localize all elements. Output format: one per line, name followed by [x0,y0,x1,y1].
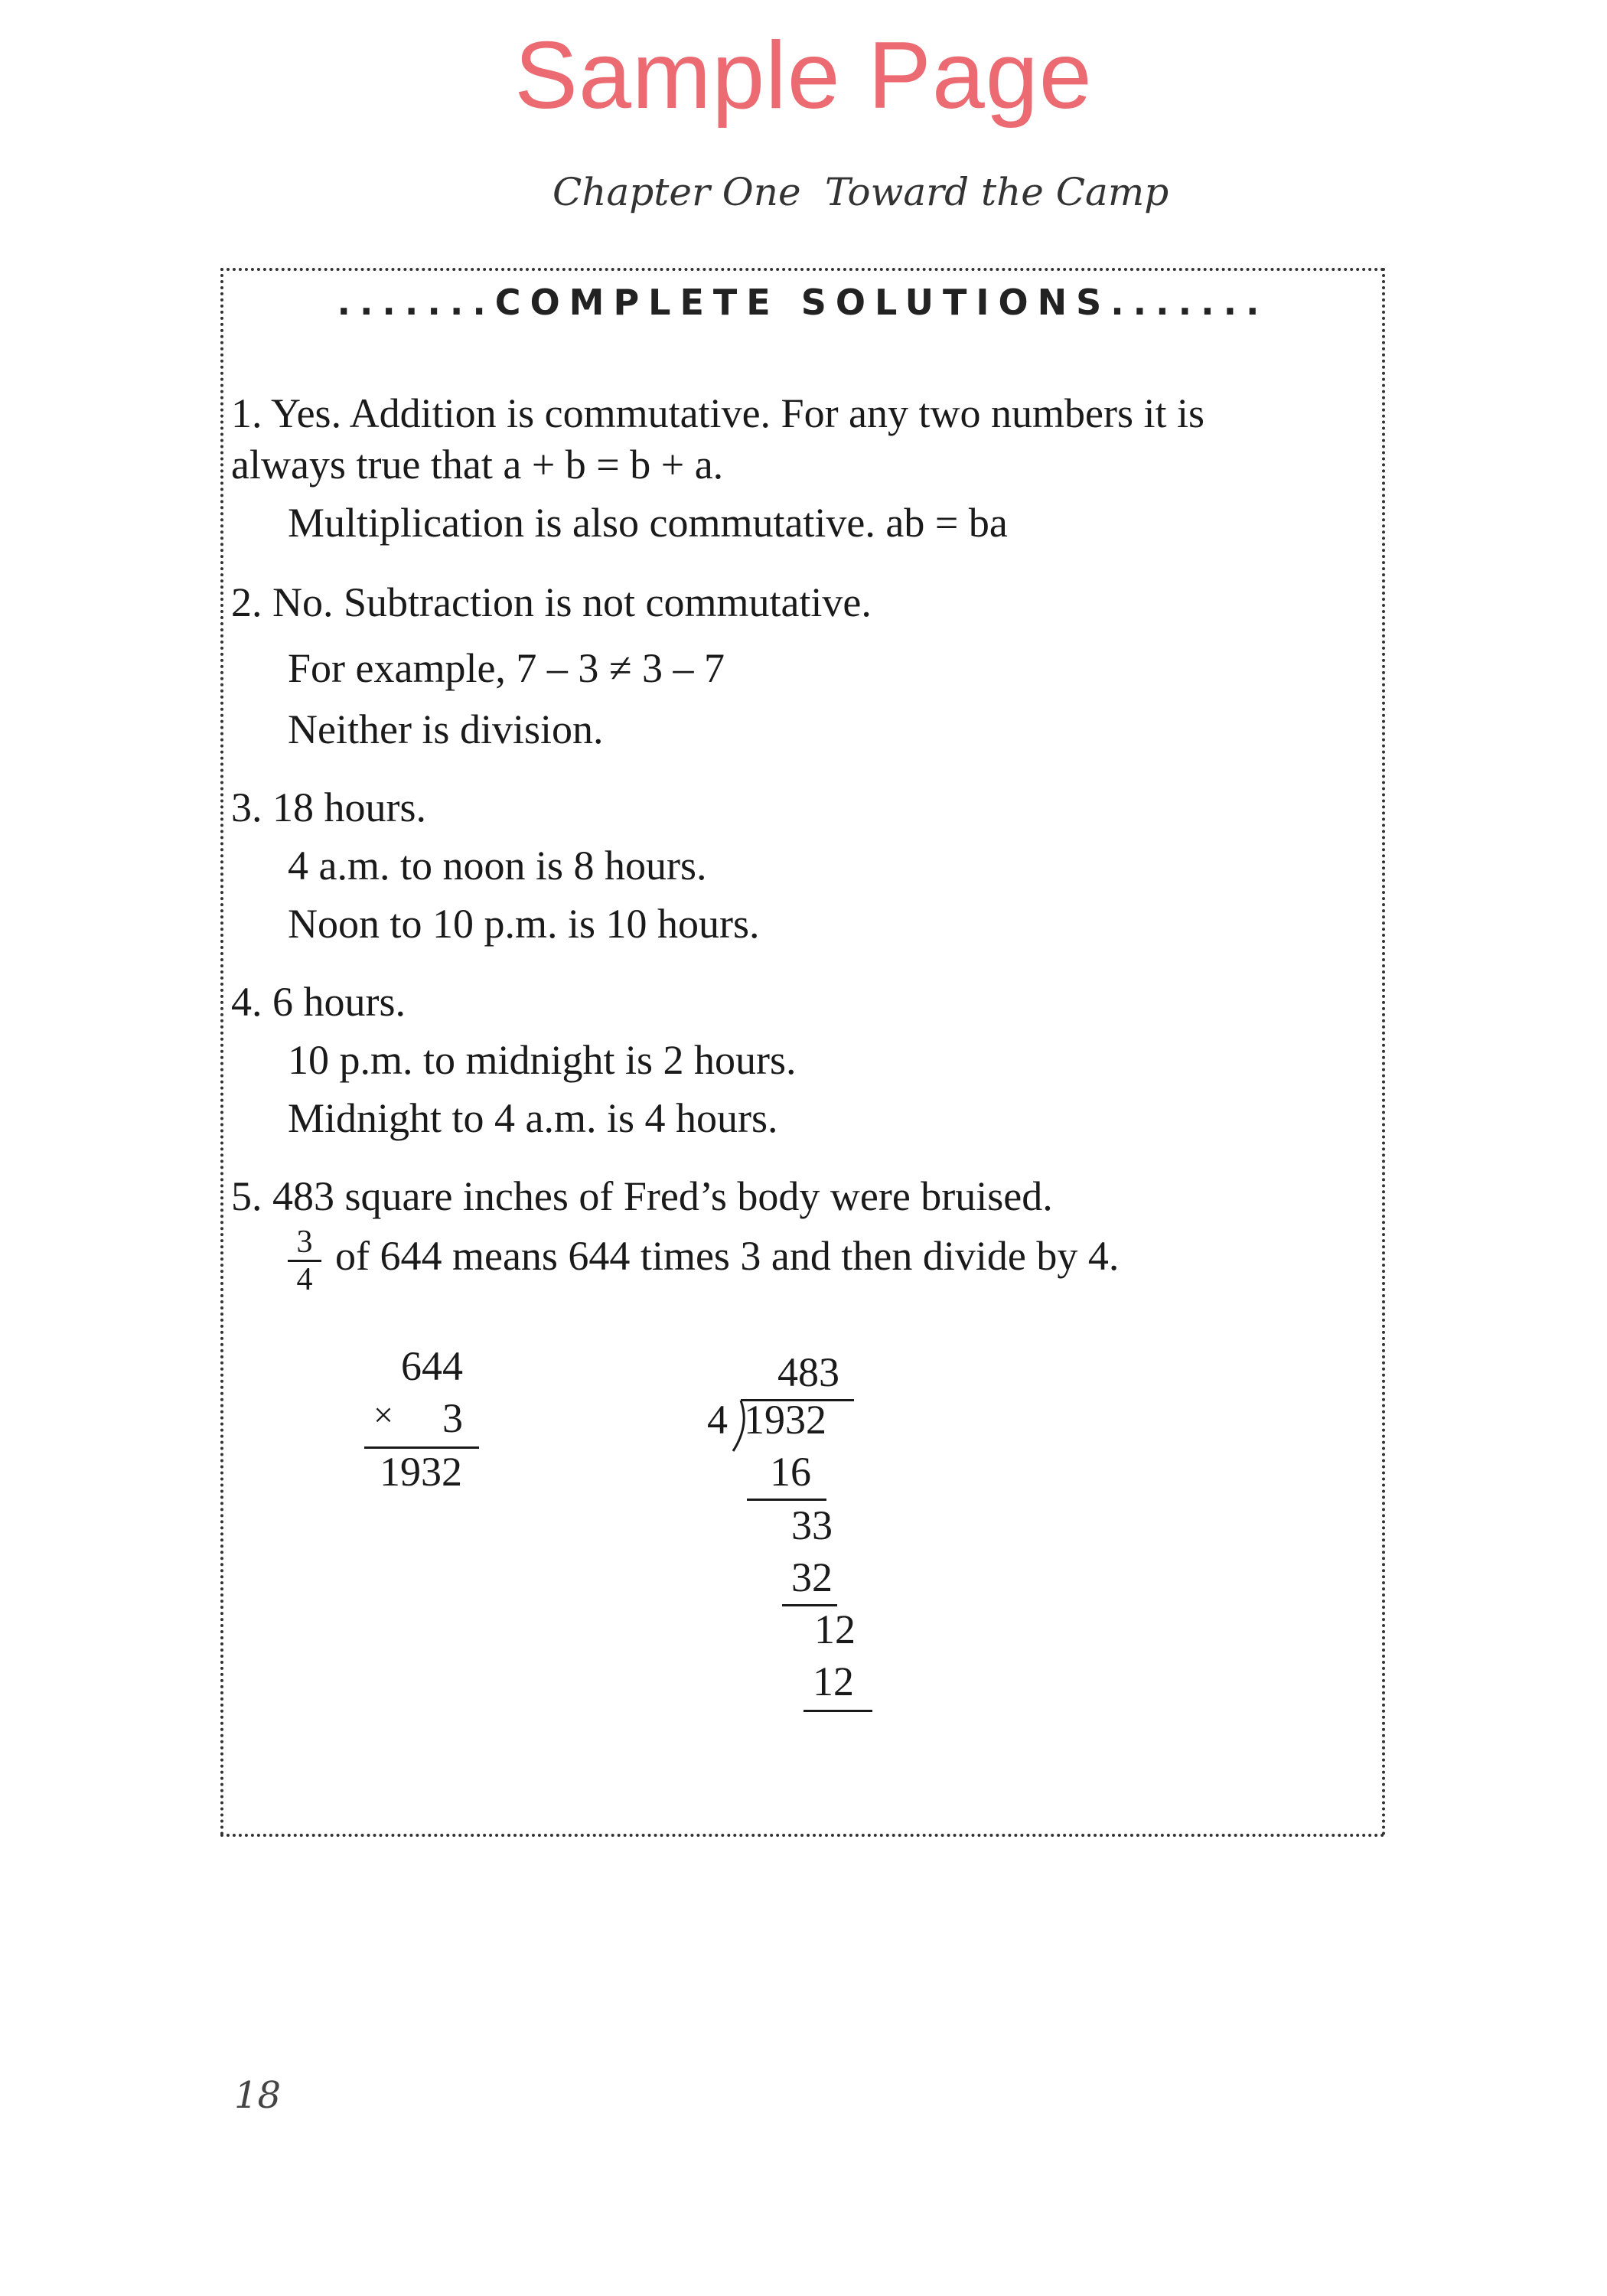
div-step-2: 33 [791,1502,833,1548]
solution-4-line-1: 4. 6 hours. [231,979,406,1025]
div-step-4: 12 [814,1606,856,1652]
solutions-box [220,268,1385,1837]
fraction-numerator: 3 [288,1225,321,1262]
solution-5-line-1: 5. 483 square inches of Fred’s body were bruised. [231,1173,1053,1219]
solution-1-line-3: Multiplication is also commutative. ab = ba [288,500,1008,546]
solution-3-line-1: 3. 18 hours. [231,784,426,830]
fraction-three-quarters [288,1225,321,1297]
watermark-sample-page: Sample Page [514,23,1093,129]
div-rule-3 [804,1710,872,1712]
solution-4-line-2: 10 p.m. to midnight is 2 hours. [288,1037,797,1083]
div-step-3: 32 [791,1554,833,1600]
fraction-denominator: 4 [296,1262,313,1297]
solution-1-line-2: always true that a + b = b + a. [231,442,724,488]
div-dividend: 1932 [744,1397,826,1443]
solution-2-line-1: 2. No. Subtraction is not commutative. [231,579,872,625]
div-step-1: 16 [770,1449,811,1495]
solution-3-line-2: 4 a.m. to noon is 8 hours. [288,843,707,889]
chapter-title: Toward the Camp [825,170,1169,214]
page-number: 18 [234,2074,282,2117]
solution-4-line-3: Midnight to 4 a.m. is 4 hours. [288,1095,778,1141]
solution-2-line-2: For example, 7 – 3 ≠ 3 – 7 [288,645,725,691]
solution-3-line-3: Noon to 10 p.m. is 10 hours. [288,901,760,947]
mult-operator: × [373,1395,393,1434]
mult-result: 1932 [380,1449,462,1495]
mult-top: 644 [401,1343,463,1389]
solutions-heading: .......COMPLETE SOLUTIONS....... [337,282,1269,323]
div-quotient: 483 [777,1349,839,1395]
solution-1-line-1: 1. Yes. Addition is commutative. For any two numbers it is [231,390,1205,436]
div-divisor: 4 [707,1397,728,1443]
div-step-5: 12 [813,1658,854,1704]
solution-2-line-3: Neither is division. [288,706,604,752]
mult-multiplier: 3 [442,1395,463,1441]
div-rule-1 [747,1499,826,1501]
chapter-label: Chapter One [553,170,801,214]
solution-5-line-2: of 644 means 644 times 3 and then divide by 4. [335,1233,1120,1279]
